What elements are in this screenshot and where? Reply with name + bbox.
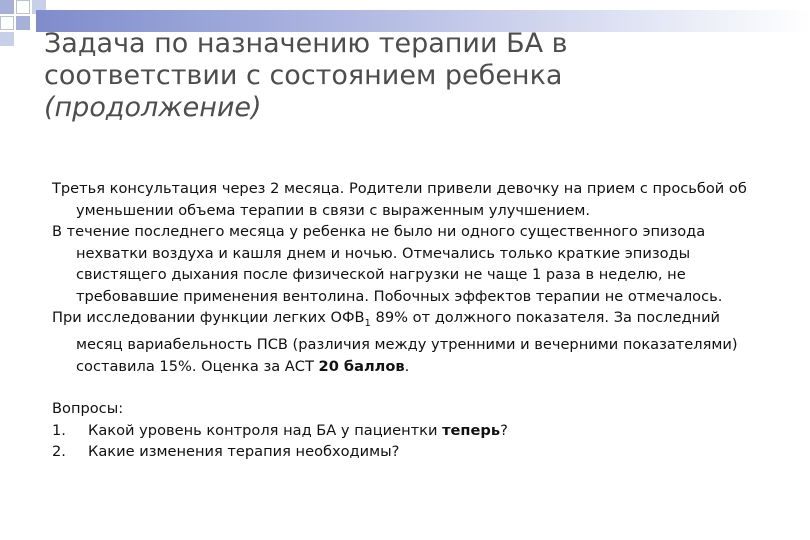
title-line: Задача по назначению терапии БА в [44,28,568,59]
paragraph-last-month [52,221,802,307]
questions-block [52,398,802,463]
bold-score: 20 баллов [318,357,405,375]
text-segment: Какой уровень контроля над БА у пациентки [88,421,443,439]
text-segment: При исследовании функции легких ОФВ [52,309,365,326]
text-line: уменьшении объема терапии в связи с выраженным улучшением. [76,201,591,219]
spacer [52,377,802,398]
question-item [52,441,802,463]
paragraph-consultation [52,178,802,221]
question-number: 1. [52,421,66,439]
text-line: Третья консультация через 2 месяца. Родители привели девочку на прием с просьбой об [52,180,747,197]
text-line: В течение последнего месяца у ребенка не было ни одного существенного эпизода [52,223,706,240]
title-line: соответствии с состоянием ребенка [44,60,563,91]
question-item [52,420,802,442]
title-line: (продолжение) [44,92,262,123]
deco-square [0,16,14,30]
paragraph-lung-function [52,307,802,377]
text-line [52,309,721,329]
text-segment: . [404,357,410,375]
slide-body [52,178,802,463]
question-number: 2. [52,443,66,461]
deco-square [0,32,14,46]
deco-square [16,16,30,30]
text-segment: 89% от должного показателя. За последний [370,309,721,326]
text-segment: ? [500,421,508,439]
slide-title [44,28,764,124]
text-line: месяц вариабельность ПСВ (различия между утренними и вечерними показателями) [76,336,738,354]
deco-square [16,0,30,14]
text-line: требовавшие применения вентолина. Побочных эффектов терапии не отмечалось. [76,287,723,305]
questions-label: Вопросы: [52,400,124,418]
deco-square [0,0,14,14]
text-line: нехватки воздуха и кашля днем и ночью. Отмечались только краткие эпизоды [76,244,691,262]
subscript: 1 [364,317,371,329]
text-line [52,356,802,378]
text-segment: Какие изменения терапия необходимы? [88,443,400,461]
bold-word: теперь [442,421,501,439]
text-line: свистящего дыхания после физической нагрузки не чаще 1 раза в неделю, не [76,266,686,283]
text-segment: составила 15%. Оценка за АСТ [76,357,319,375]
